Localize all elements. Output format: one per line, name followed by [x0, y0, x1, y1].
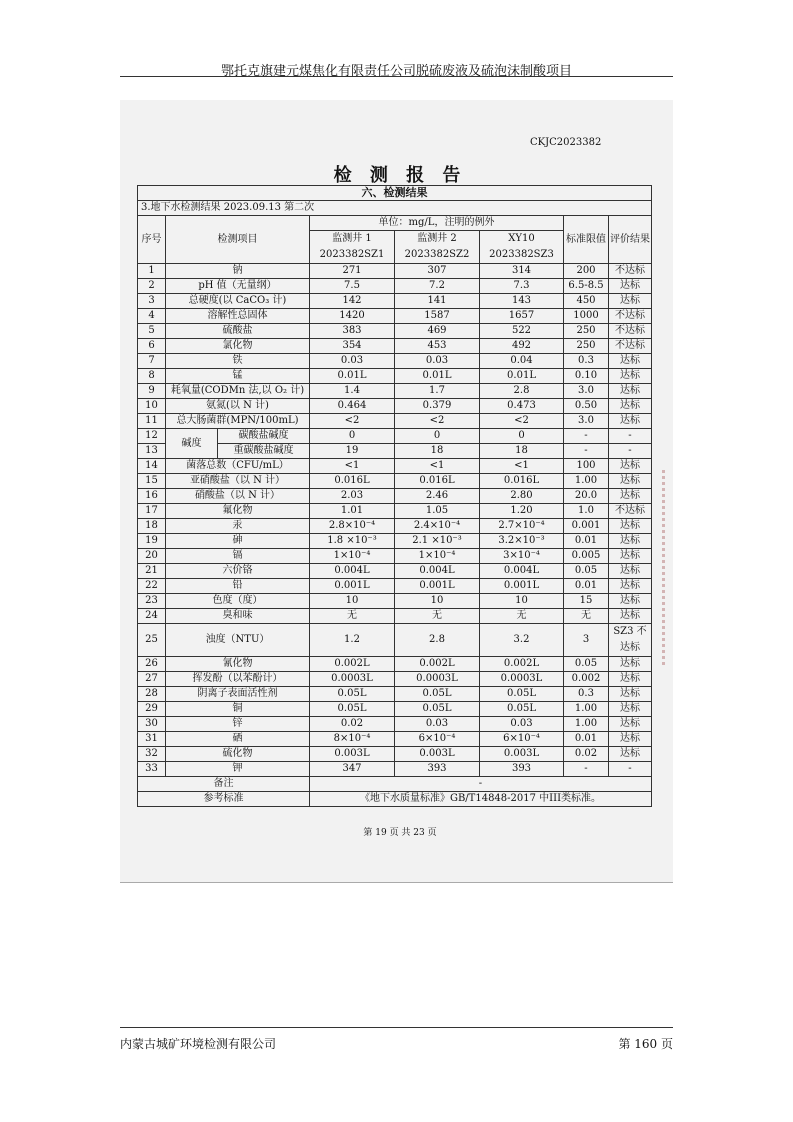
well-3-value: <2 — [480, 414, 564, 429]
well-1-value: 1×10⁻⁴ — [310, 549, 395, 564]
item-name: 铜 — [166, 702, 310, 717]
table-row — [138, 354, 652, 369]
item-name: 臭和味 — [166, 609, 310, 624]
evaluation-result: 达标 — [609, 687, 652, 702]
footer-page: 第 160 页 — [618, 1037, 673, 1051]
results-table — [137, 185, 652, 807]
well-3-value: 0.002L — [480, 657, 564, 672]
well-2-value: 0.004L — [395, 564, 480, 579]
evaluation-result: SZ3 不达标 — [609, 624, 652, 657]
row-number: 16 — [138, 489, 166, 504]
evaluation-result: 达标 — [609, 534, 652, 549]
well-2-value: 453 — [395, 339, 480, 354]
standard-limit: 450 — [564, 294, 609, 309]
table-row — [138, 384, 652, 399]
standard-limit: 0.01 — [564, 732, 609, 747]
item-name: 色度（度） — [166, 594, 310, 609]
row-number: 21 — [138, 564, 166, 579]
well-1-value: 19 — [310, 444, 395, 459]
standard-limit: - — [564, 429, 609, 444]
table-row — [138, 762, 652, 777]
well-3-value: 10 — [480, 594, 564, 609]
standard-limit: 0.02 — [564, 747, 609, 762]
table-row — [138, 672, 652, 687]
well-3-value: 0.004L — [480, 564, 564, 579]
remarks-row — [138, 777, 652, 792]
standard-limit: 0.001 — [564, 519, 609, 534]
evaluation-result: 达标 — [609, 414, 652, 429]
page-header: 鄂托克旗建元煤焦化有限责任公司脱硫废液及硫泡沫制酸项目 — [220, 64, 572, 79]
row-number: 23 — [138, 594, 166, 609]
well-2-value: 0.01L — [395, 369, 480, 384]
table-row — [138, 687, 652, 702]
well-2-value: 0.03 — [395, 354, 480, 369]
well-2-value: 2.46 — [395, 489, 480, 504]
well-3-value: 0.03 — [480, 717, 564, 732]
standard-limit: 250 — [564, 324, 609, 339]
item-name: 镉 — [166, 549, 310, 564]
well-1-value: 271 — [310, 264, 395, 279]
well-1-value: 0.05L — [310, 687, 395, 702]
item-name: 总大肠菌群(MPN/100mL) — [166, 414, 310, 429]
well-3-value: 0.0003L — [480, 672, 564, 687]
table-row — [138, 717, 652, 732]
table-row — [138, 504, 652, 519]
well-3-value: 0.04 — [480, 354, 564, 369]
item-name: 溶解性总固体 — [166, 309, 310, 324]
evaluation-result: 达标 — [609, 519, 652, 534]
well-2-value: 2.4×10⁻⁴ — [395, 519, 480, 534]
row-number: 2 — [138, 279, 166, 294]
table-row — [138, 594, 652, 609]
well-1-value: 0.0003L — [310, 672, 395, 687]
row-number: 27 — [138, 672, 166, 687]
table-row — [138, 489, 652, 504]
row-number: 6 — [138, 339, 166, 354]
header-divider — [120, 76, 673, 77]
item-name: 硫化物 — [166, 747, 310, 762]
well-3-value: 393 — [480, 762, 564, 777]
well-1-value: 0.001L — [310, 579, 395, 594]
well-1-value: 2.8×10⁻⁴ — [310, 519, 395, 534]
well-2-value: 10 — [395, 594, 480, 609]
reference-label: 参考标准 — [138, 792, 310, 807]
standard-limit: 20.0 — [564, 489, 609, 504]
well-2-value: 1×10⁻⁴ — [395, 549, 480, 564]
evaluation-result: 达标 — [609, 732, 652, 747]
row-number: 3 — [138, 294, 166, 309]
well-2-value: 0.0003L — [395, 672, 480, 687]
reference-row — [138, 792, 652, 807]
table-row — [138, 339, 652, 354]
standard-limit: - — [564, 762, 609, 777]
row-number: 25 — [138, 624, 166, 657]
well-2-value: 6×10⁻⁴ — [395, 732, 480, 747]
well-2-value: 0.003L — [395, 747, 480, 762]
standard-limit: 0.002 — [564, 672, 609, 687]
standard-limit: 200 — [564, 264, 609, 279]
standard-limit: 0.50 — [564, 399, 609, 414]
standard-limit: - — [564, 444, 609, 459]
standard-limit: 100 — [564, 459, 609, 474]
evaluation-result: 达标 — [609, 564, 652, 579]
well-1-value: 354 — [310, 339, 395, 354]
standard-limit: 3.0 — [564, 384, 609, 399]
well-1-value: <1 — [310, 459, 395, 474]
row-number: 15 — [138, 474, 166, 489]
remarks-label: 备注 — [138, 777, 310, 792]
table-row — [138, 702, 652, 717]
table-row — [138, 474, 652, 489]
well-3-value: 2.7×10⁻⁴ — [480, 519, 564, 534]
evaluation-result: 达标 — [609, 594, 652, 609]
table-row — [138, 459, 652, 474]
item-name: 汞 — [166, 519, 310, 534]
item-name: 碳酸盐碱度 — [218, 429, 310, 444]
well-1-value: 1.8 ×10⁻³ — [310, 534, 395, 549]
standard-limit: 3.0 — [564, 414, 609, 429]
well-3-value: 0.001L — [480, 579, 564, 594]
table-row — [138, 264, 652, 279]
evaluation-result: 达标 — [609, 672, 652, 687]
item-name: 硒 — [166, 732, 310, 747]
evaluation-result: 达标 — [609, 549, 652, 564]
report-page-number: 第 19 页 共 23 页 — [363, 828, 437, 838]
reference-value: 《地下水质量标准》GB/T14848-2017 中III类标准。 — [310, 792, 652, 807]
row-number: 18 — [138, 519, 166, 534]
evaluation-result: 不达标 — [609, 264, 652, 279]
table-row — [138, 534, 652, 549]
item-name: 总硬度(以 CaCO₃ 计) — [166, 294, 310, 309]
row-number: 22 — [138, 579, 166, 594]
well-2-value: 18 — [395, 444, 480, 459]
standard-limit: 0.05 — [564, 657, 609, 672]
item-name: 重碳酸盐碱度 — [218, 444, 310, 459]
well-1-value: 0.003L — [310, 747, 395, 762]
evaluation-result: 达标 — [609, 354, 652, 369]
item-name: 砷 — [166, 534, 310, 549]
row-number: 14 — [138, 459, 166, 474]
well-3-header: XY10 2023382SZ3 — [480, 231, 564, 264]
table-row — [138, 732, 652, 747]
evaluation-result: 达标 — [609, 384, 652, 399]
row-number: 4 — [138, 309, 166, 324]
well-2-value: <1 — [395, 459, 480, 474]
row-number: 17 — [138, 504, 166, 519]
well-3-value: 3.2 — [480, 624, 564, 657]
row-number: 29 — [138, 702, 166, 717]
standard-limit: 0.01 — [564, 579, 609, 594]
item-name: 氟化物 — [166, 504, 310, 519]
well-1-value: 0.02 — [310, 717, 395, 732]
unit-note: 单位：mg/L，注明的例外 — [310, 216, 564, 231]
item-name: 氨氮(以 N 计) — [166, 399, 310, 414]
table-row — [138, 324, 652, 339]
footer-company: 内蒙古城矿环境检测有限公司 — [120, 1037, 277, 1051]
evaluation-result: 达标 — [609, 717, 652, 732]
standard-limit: 15 — [564, 594, 609, 609]
row-number: 19 — [138, 534, 166, 549]
well-3-value: 522 — [480, 324, 564, 339]
table-row — [138, 624, 652, 657]
table-row — [138, 414, 652, 429]
well-3-value: 0.016L — [480, 474, 564, 489]
item-name: 铁 — [166, 354, 310, 369]
table-row — [138, 294, 652, 309]
table-row — [138, 429, 652, 444]
section-title: 六、检测结果 — [138, 186, 652, 201]
row-number: 11 — [138, 414, 166, 429]
table-row — [138, 549, 652, 564]
well-2-value: 1.7 — [395, 384, 480, 399]
row-number: 9 — [138, 384, 166, 399]
scan-bottom-edge — [120, 882, 673, 883]
standard-limit: 0.3 — [564, 354, 609, 369]
table-row — [138, 309, 652, 324]
well-1-value: 0 — [310, 429, 395, 444]
evaluation-result: 达标 — [609, 489, 652, 504]
well-3-value: 0.05L — [480, 702, 564, 717]
item-name: 氯化物 — [166, 339, 310, 354]
standard-limit: 无 — [564, 609, 609, 624]
row-number: 12 — [138, 429, 166, 444]
report-code: CKJC2023382 — [530, 137, 602, 148]
well-2-value: 7.2 — [395, 279, 480, 294]
well-3-value: 18 — [480, 444, 564, 459]
well-2-value: 1587 — [395, 309, 480, 324]
well-1-value: <2 — [310, 414, 395, 429]
item-name: 硝酸盐（以 N 计） — [166, 489, 310, 504]
item-header: 检测项目 — [166, 216, 310, 264]
well-2-value: 469 — [395, 324, 480, 339]
item-name: pH 值（无量纲） — [166, 279, 310, 294]
evaluation-header: 评价结果 — [609, 216, 652, 264]
well-1-value: 1.4 — [310, 384, 395, 399]
evaluation-result: - — [609, 429, 652, 444]
well-3-value: 3.2×10⁻³ — [480, 534, 564, 549]
well-2-value: 2.8 — [395, 624, 480, 657]
evaluation-result: 达标 — [609, 657, 652, 672]
well-3-value: <1 — [480, 459, 564, 474]
evaluation-result: 不达标 — [609, 309, 652, 324]
table-row — [138, 609, 652, 624]
row-number: 5 — [138, 324, 166, 339]
well-3-value: 2.80 — [480, 489, 564, 504]
well-1-value: 0.05L — [310, 702, 395, 717]
well-3-value: 0 — [480, 429, 564, 444]
well-2-value: 0.379 — [395, 399, 480, 414]
standard-limit: 250 — [564, 339, 609, 354]
standard-header: 标准限值 — [564, 216, 609, 264]
well-2-value: 0.002L — [395, 657, 480, 672]
well-2-value: 0.03 — [395, 717, 480, 732]
standard-limit: 1.0 — [564, 504, 609, 519]
row-number: 26 — [138, 657, 166, 672]
well-1-value: 0.016L — [310, 474, 395, 489]
row-number: 1 — [138, 264, 166, 279]
well-1-value: 0.03 — [310, 354, 395, 369]
well-1-value: 1420 — [310, 309, 395, 324]
well-1-value: 142 — [310, 294, 395, 309]
well-3-value: 0.473 — [480, 399, 564, 414]
well-2-value: 141 — [395, 294, 480, 309]
well-2-value: 0 — [395, 429, 480, 444]
evaluation-result: 不达标 — [609, 504, 652, 519]
well-1-value: 8×10⁻⁴ — [310, 732, 395, 747]
well-2-header: 监测井 2 2023382SZ2 — [395, 231, 480, 264]
evaluation-result: 达标 — [609, 459, 652, 474]
row-number: 10 — [138, 399, 166, 414]
alkalinity-group-label: 碱度 — [166, 429, 218, 459]
well-1-value: 1.01 — [310, 504, 395, 519]
well-3-value: 1657 — [480, 309, 564, 324]
table-row — [138, 747, 652, 762]
well-3-value: 6×10⁻⁴ — [480, 732, 564, 747]
well-3-value: 2.8 — [480, 384, 564, 399]
evaluation-result: 达标 — [609, 474, 652, 489]
evaluation-result: - — [609, 762, 652, 777]
seal-stamp-edge — [662, 470, 669, 665]
item-name: 耗氧量(CODMn 法,以 O₂ 计) — [166, 384, 310, 399]
standard-limit: 0.10 — [564, 369, 609, 384]
item-name: 浊度（NTU） — [166, 624, 310, 657]
well-3-value: 492 — [480, 339, 564, 354]
row-number: 24 — [138, 609, 166, 624]
well-1-value: 无 — [310, 609, 395, 624]
well-2-value: 0.05L — [395, 687, 480, 702]
well-2-value: 393 — [395, 762, 480, 777]
well-3-value: 0.01L — [480, 369, 564, 384]
well-1-value: 0.01L — [310, 369, 395, 384]
item-name: 锌 — [166, 717, 310, 732]
table-row — [138, 519, 652, 534]
item-name: 阴离子表面活性剂 — [166, 687, 310, 702]
item-name: 锰 — [166, 369, 310, 384]
standard-limit: 1.00 — [564, 702, 609, 717]
evaluation-result: - — [609, 444, 652, 459]
row-number: 8 — [138, 369, 166, 384]
well-2-value: 2.1 ×10⁻³ — [395, 534, 480, 549]
evaluation-result: 达标 — [609, 294, 652, 309]
row-number: 7 — [138, 354, 166, 369]
well-2-value: <2 — [395, 414, 480, 429]
well-1-value: 0.464 — [310, 399, 395, 414]
row-number: 33 — [138, 762, 166, 777]
row-number: 20 — [138, 549, 166, 564]
standard-limit: 1000 — [564, 309, 609, 324]
item-name: 氰化物 — [166, 657, 310, 672]
well-3-value: 无 — [480, 609, 564, 624]
well-1-value: 347 — [310, 762, 395, 777]
evaluation-result: 达标 — [609, 399, 652, 414]
item-name: 菌落总数（CFU/mL） — [166, 459, 310, 474]
standard-limit: 3 — [564, 624, 609, 657]
well-1-value: 10 — [310, 594, 395, 609]
item-name: 挥发酚（以苯酚计） — [166, 672, 310, 687]
evaluation-result: 达标 — [609, 702, 652, 717]
item-name: 铅 — [166, 579, 310, 594]
well-1-value: 0.002L — [310, 657, 395, 672]
table-row — [138, 279, 652, 294]
standard-limit: 0.005 — [564, 549, 609, 564]
row-number: 30 — [138, 717, 166, 732]
table-row — [138, 579, 652, 594]
report-title: 检 测 报 告 — [333, 165, 467, 186]
well-2-value: 无 — [395, 609, 480, 624]
seq-header: 序号 — [138, 216, 166, 264]
standard-limit: 0.01 — [564, 534, 609, 549]
standard-limit: 1.00 — [564, 474, 609, 489]
evaluation-result: 不达标 — [609, 324, 652, 339]
well-3-value: 0.003L — [480, 747, 564, 762]
well-1-value: 0.004L — [310, 564, 395, 579]
standard-limit: 0.3 — [564, 687, 609, 702]
row-number: 32 — [138, 747, 166, 762]
well-3-value: 314 — [480, 264, 564, 279]
item-name: 钠 — [166, 264, 310, 279]
well-3-value: 143 — [480, 294, 564, 309]
well-2-value: 0.016L — [395, 474, 480, 489]
row-number: 31 — [138, 732, 166, 747]
well-3-value: 1.20 — [480, 504, 564, 519]
standard-limit: 0.05 — [564, 564, 609, 579]
remarks-value: - — [310, 777, 652, 792]
table-subtitle: 3.地下水检测结果 2023.09.13 第二次 — [138, 201, 652, 216]
well-1-header: 监测井 1 2023382SZ1 — [310, 231, 395, 264]
item-name: 钾 — [166, 762, 310, 777]
table-row — [138, 399, 652, 414]
evaluation-result: 达标 — [609, 279, 652, 294]
well-2-value: 0.05L — [395, 702, 480, 717]
table-row — [138, 657, 652, 672]
evaluation-result: 达标 — [609, 747, 652, 762]
standard-limit: 6.5-8.5 — [564, 279, 609, 294]
well-1-value: 383 — [310, 324, 395, 339]
evaluation-result: 达标 — [609, 609, 652, 624]
well-2-value: 0.001L — [395, 579, 480, 594]
table-row — [138, 564, 652, 579]
well-3-value: 7.3 — [480, 279, 564, 294]
well-1-value: 1.2 — [310, 624, 395, 657]
item-name: 硫酸盐 — [166, 324, 310, 339]
table-row — [138, 369, 652, 384]
well-2-value: 1.05 — [395, 504, 480, 519]
well-3-value: 3×10⁻⁴ — [480, 549, 564, 564]
row-number: 13 — [138, 444, 166, 459]
row-number: 28 — [138, 687, 166, 702]
item-name: 亚硝酸盐（以 N 计） — [166, 474, 310, 489]
well-1-value: 7.5 — [310, 279, 395, 294]
item-name: 六价铬 — [166, 564, 310, 579]
standard-limit: 1.00 — [564, 717, 609, 732]
well-2-value: 307 — [395, 264, 480, 279]
well-1-value: 2.03 — [310, 489, 395, 504]
evaluation-result: 不达标 — [609, 339, 652, 354]
well-3-value: 0.05L — [480, 687, 564, 702]
evaluation-result: 达标 — [609, 579, 652, 594]
evaluation-result: 达标 — [609, 369, 652, 384]
footer-divider — [120, 1027, 673, 1028]
